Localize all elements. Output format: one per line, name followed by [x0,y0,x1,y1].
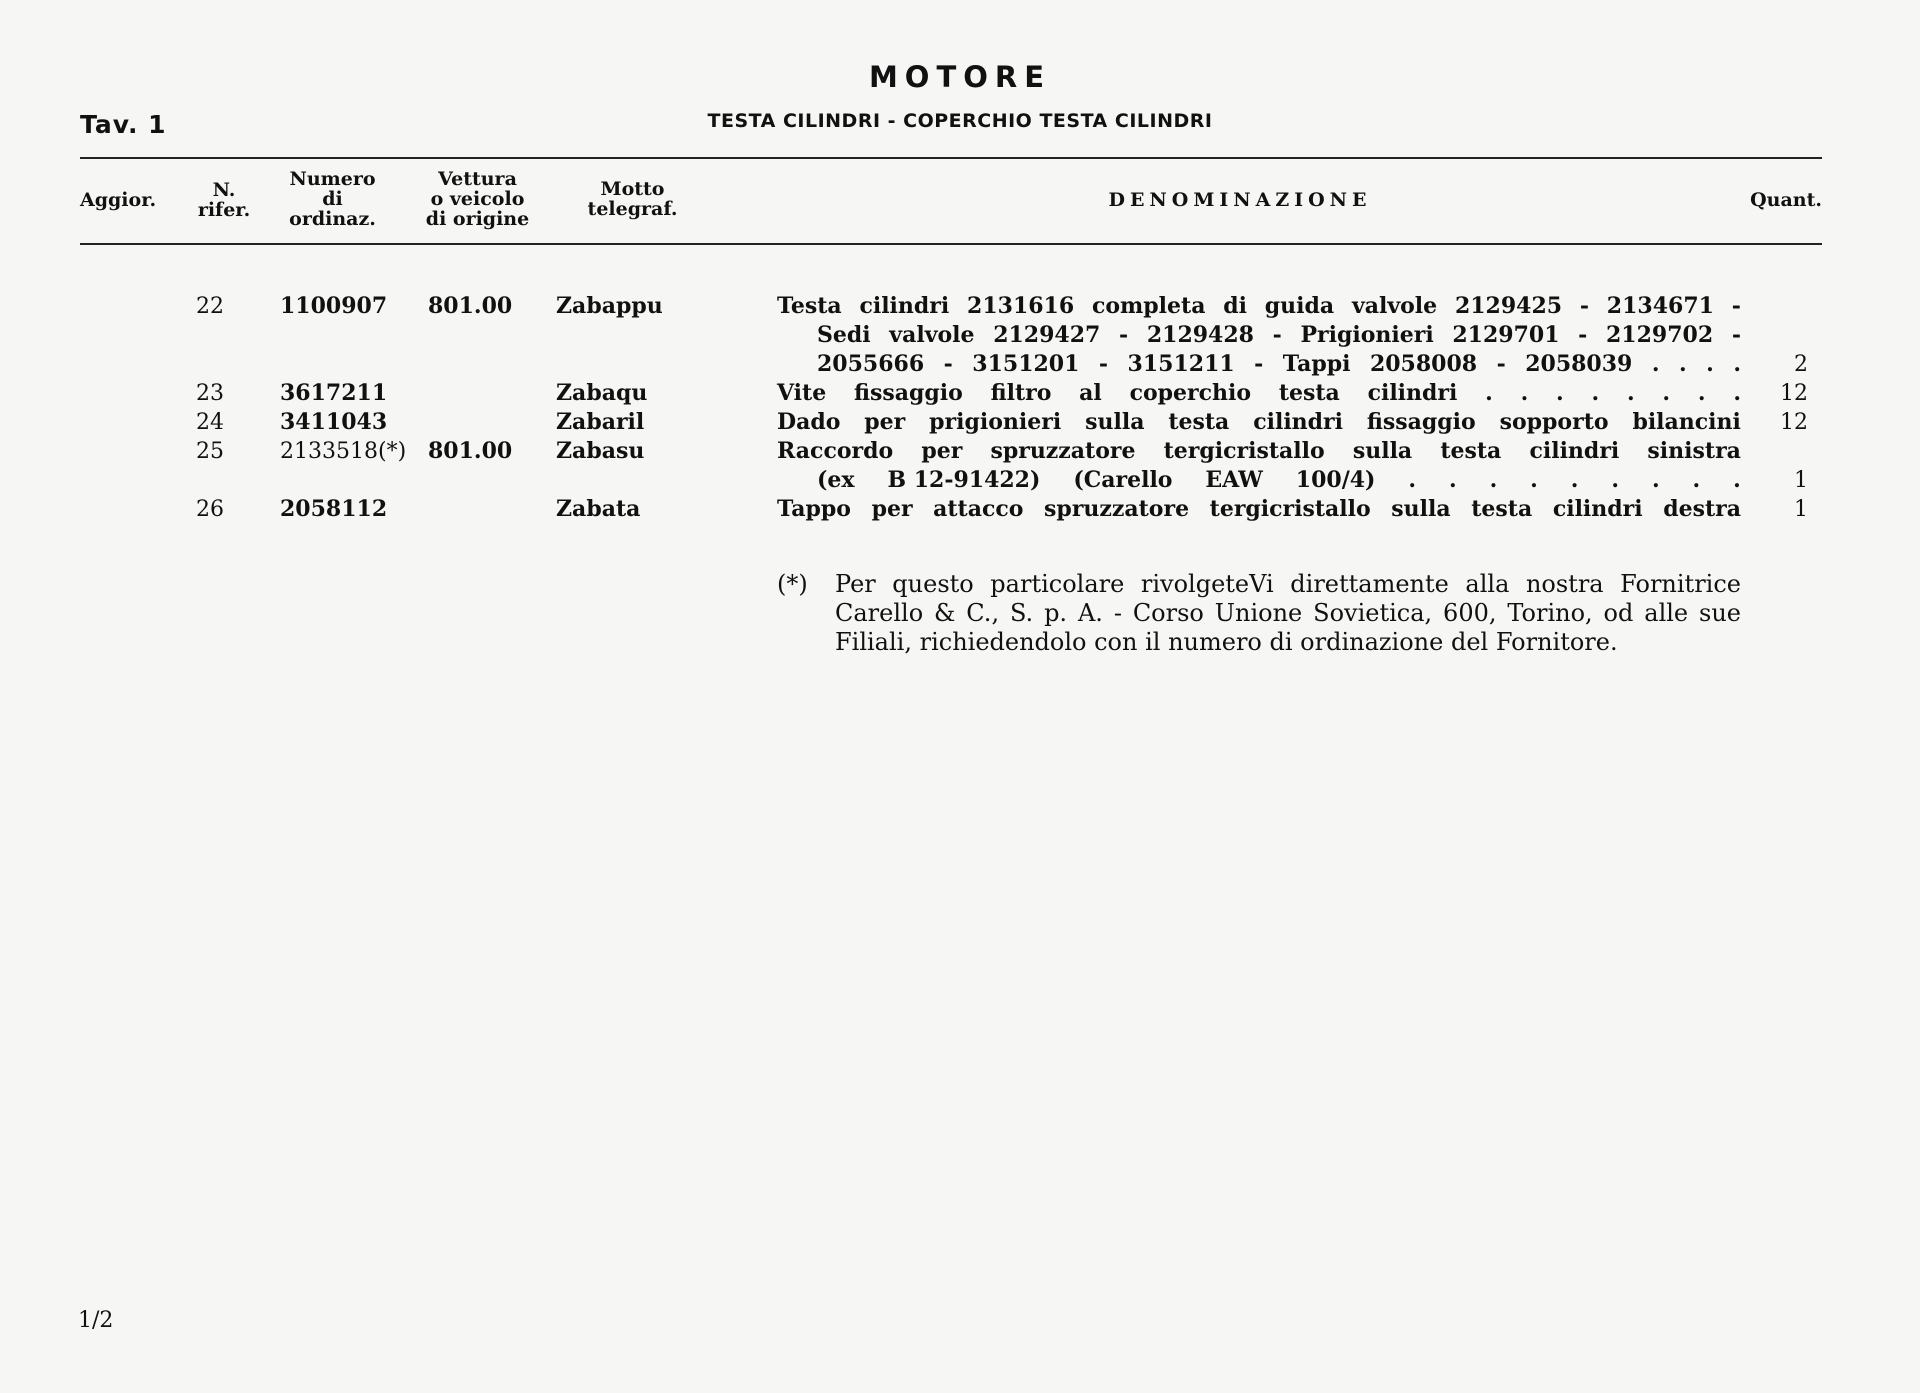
telegraph-code: Zabaril [556,409,645,435]
description-word: 2058008 [1369,351,1478,377]
description-line [777,292,1741,321]
table-row [0,495,1920,524]
table-row [0,437,1920,495]
telegraph-code: Zabata [556,496,641,522]
description-line [777,437,1741,466]
description-word: valvole [889,322,975,348]
description-word: 2129701 [1452,322,1560,348]
description-word: Sedi [817,322,871,348]
description-word: bilancini [1632,409,1741,435]
description-word: . [1692,467,1701,493]
description-word: - [1119,322,1129,348]
part-description [777,408,1741,437]
footnote-text: Per questo particolare rivolgeteVi direttamente alla nostra Fornitrice Carello & C., S. p. A. - Corso Unione Sovietica, 600, Torino, od alle sue Filiali, richiedendolo con il numero di ordinazione del Fornitore. [835,570,1741,656]
col-header-motto-line: telegraf. [587,198,678,220]
description-word: . [1626,380,1635,406]
col-header-numero-line: ordinaz. [289,208,376,230]
description-word: . [1679,351,1687,377]
description-word: coperchio [1129,380,1252,406]
table-row [0,379,1920,408]
col-header-numero-line: Numero [289,168,376,190]
description-word: . [1591,380,1600,406]
description-word: cilindri [1367,380,1458,406]
description-word: completa [1091,293,1206,319]
description-word: 2129428 [1146,322,1254,348]
description-word: sinistra [1647,438,1741,464]
col-header-denominazione: DENOMINAZIONE [1108,189,1372,211]
description-word: 2058039 [1525,351,1633,377]
description-word: . [1556,380,1564,406]
description-word: filtro [990,380,1052,406]
col-header-aggior: Aggior. [80,189,157,211]
quantity: 1 [1794,497,1808,522]
description-word: testa [1168,409,1230,435]
footnote-mark: (*) [777,570,808,598]
ref-number: 26 [196,497,224,522]
description-word: sopporto [1499,409,1609,435]
ref-number: 23 [196,381,224,406]
part-description [777,437,1741,495]
order-number: 3617211 [280,380,388,406]
description-word: testa [1278,380,1340,406]
col-header-motto-line: Motto [600,178,665,200]
page-subtitle: TESTA CILINDRI - COPERCHIO TESTA CILINDRI [707,110,1213,132]
description-word: 2129427 [993,322,1101,348]
description-word: . [1733,351,1741,377]
description-line [777,408,1741,437]
part-description [777,379,1741,408]
col-header-vettura-line: Vettura [438,168,517,190]
description-line [817,321,1741,350]
description-word: 3151201 [972,351,1080,377]
description-word: per [871,496,913,522]
col-header-nrifer-line: rifer. [197,199,251,221]
description-word: - [1272,322,1282,348]
table-row [0,292,1920,379]
quantity: 2 [1794,352,1808,377]
description-word: 2129702 [1605,322,1714,348]
description-word: . [1706,351,1714,377]
description-word: . [1408,467,1417,493]
description-word: . [1651,351,1660,377]
table-number: Tav. 1 [80,110,167,139]
vehicle-origin: 801.00 [428,293,513,319]
description-word: cilindri [1529,438,1620,464]
description-word: . [1662,380,1671,406]
description-word: per [864,409,906,435]
description-word: sulla [1391,496,1451,522]
order-number: 2058112 [280,496,388,522]
description-word: - [1731,293,1741,319]
description-word: . [1697,380,1706,406]
description-word: testa [1440,438,1502,464]
vehicle-origin: 801.00 [428,438,513,464]
description-word: . [1611,467,1620,493]
parts-table [0,292,1920,524]
description-word: cilindri [859,293,950,319]
description-word: guida [1264,293,1335,319]
ref-number: 25 [196,439,224,464]
description-word: spruzzatore [990,438,1136,464]
description-word: sulla [1352,438,1413,464]
description-word: Tappi [1282,351,1351,377]
col-header-vettura-line: di origine [425,208,530,230]
col-header-quant: Quant. [1750,189,1822,211]
description-word: Tappo [777,496,851,522]
telegraph-code: Zabappu [556,293,663,319]
description-word: cilindri [1552,496,1643,522]
description-word: Testa [777,293,842,319]
col-header-nrifer [184,180,264,220]
description-word: fissaggio [853,380,963,406]
description-word: (Carello [1073,467,1173,493]
order-number: 1100907 [280,293,388,319]
description-word: fissaggio [1366,409,1476,435]
description-word: testa [1471,496,1533,522]
quantity: 12 [1780,381,1808,406]
page-number: 1/2 [78,1308,114,1333]
description-word: 2055666 [817,351,925,377]
col-header-numero [270,169,395,229]
description-word: . [1733,380,1741,406]
footnote [777,570,1741,657]
description-word: tergicristallo [1209,496,1371,522]
description-word: 100/4) [1295,467,1376,493]
description-word: - [1254,351,1264,377]
order-number: 3411043 [280,409,388,435]
description-word: 3151211 [1127,351,1235,377]
description-word: 2134671 [1606,293,1714,319]
description-word: . [1733,467,1741,493]
description-word: spruzzatore [1044,496,1190,522]
description-line [817,466,1741,495]
description-word: - [1578,322,1588,348]
description-word: per [921,438,963,464]
col-header-vettura [410,169,545,229]
description-word: cilindri [1253,409,1343,435]
ref-number: 22 [196,294,224,319]
description-word: al [1079,380,1102,406]
quantity: 12 [1780,410,1808,435]
part-description [777,292,1741,379]
description-word: Vite [777,380,827,406]
col-header-vettura-line: o veicolo [430,188,525,210]
description-line [777,495,1741,524]
description-word: - [943,351,953,377]
header-rule-bottom [80,243,1822,245]
description-word: . [1530,467,1538,493]
description-word: destra [1663,496,1741,522]
quantity: 1 [1794,468,1808,493]
description-line [817,350,1741,379]
description-word: B 12-91422) [887,467,1041,493]
description-word: (ex [817,467,855,493]
description-word: tergicristallo [1163,438,1325,464]
description-word: EAW [1205,467,1263,493]
description-word: Dado [777,409,841,435]
description-word: . [1570,467,1579,493]
description-word: attacco [933,496,1024,522]
header-rule-top [80,157,1822,159]
description-word: . [1448,467,1457,493]
description-word: . [1520,380,1529,406]
description-word: Raccordo [777,438,894,464]
col-header-nrifer-line: N. [212,179,236,201]
description-word: Prigionieri [1300,322,1434,348]
description-word: . [1489,467,1498,493]
description-word: di [1223,293,1247,319]
table-row [0,408,1920,437]
telegraph-code: Zabasu [556,438,645,464]
description-line [777,379,1741,408]
description-word: 2129425 [1454,293,1563,319]
description-word: sulla [1085,409,1145,435]
description-word: - [1579,293,1590,319]
description-word: . [1651,467,1660,493]
col-header-motto [560,179,705,219]
description-word: prigionieri [929,409,1062,435]
ref-number: 24 [196,410,224,435]
description-word: 2131616 [967,293,1075,319]
description-word: valvole [1351,293,1438,319]
order-number: 2133518(*) [280,439,407,464]
description-word: - [1496,351,1506,377]
description-word: . [1485,380,1493,406]
description-word: - [1731,322,1741,348]
page-title: MOTORE [868,60,1052,94]
telegraph-code: Zabaqu [556,380,648,406]
description-word: - [1098,351,1109,377]
part-description [777,495,1741,524]
col-header-numero-line: di [322,188,343,210]
